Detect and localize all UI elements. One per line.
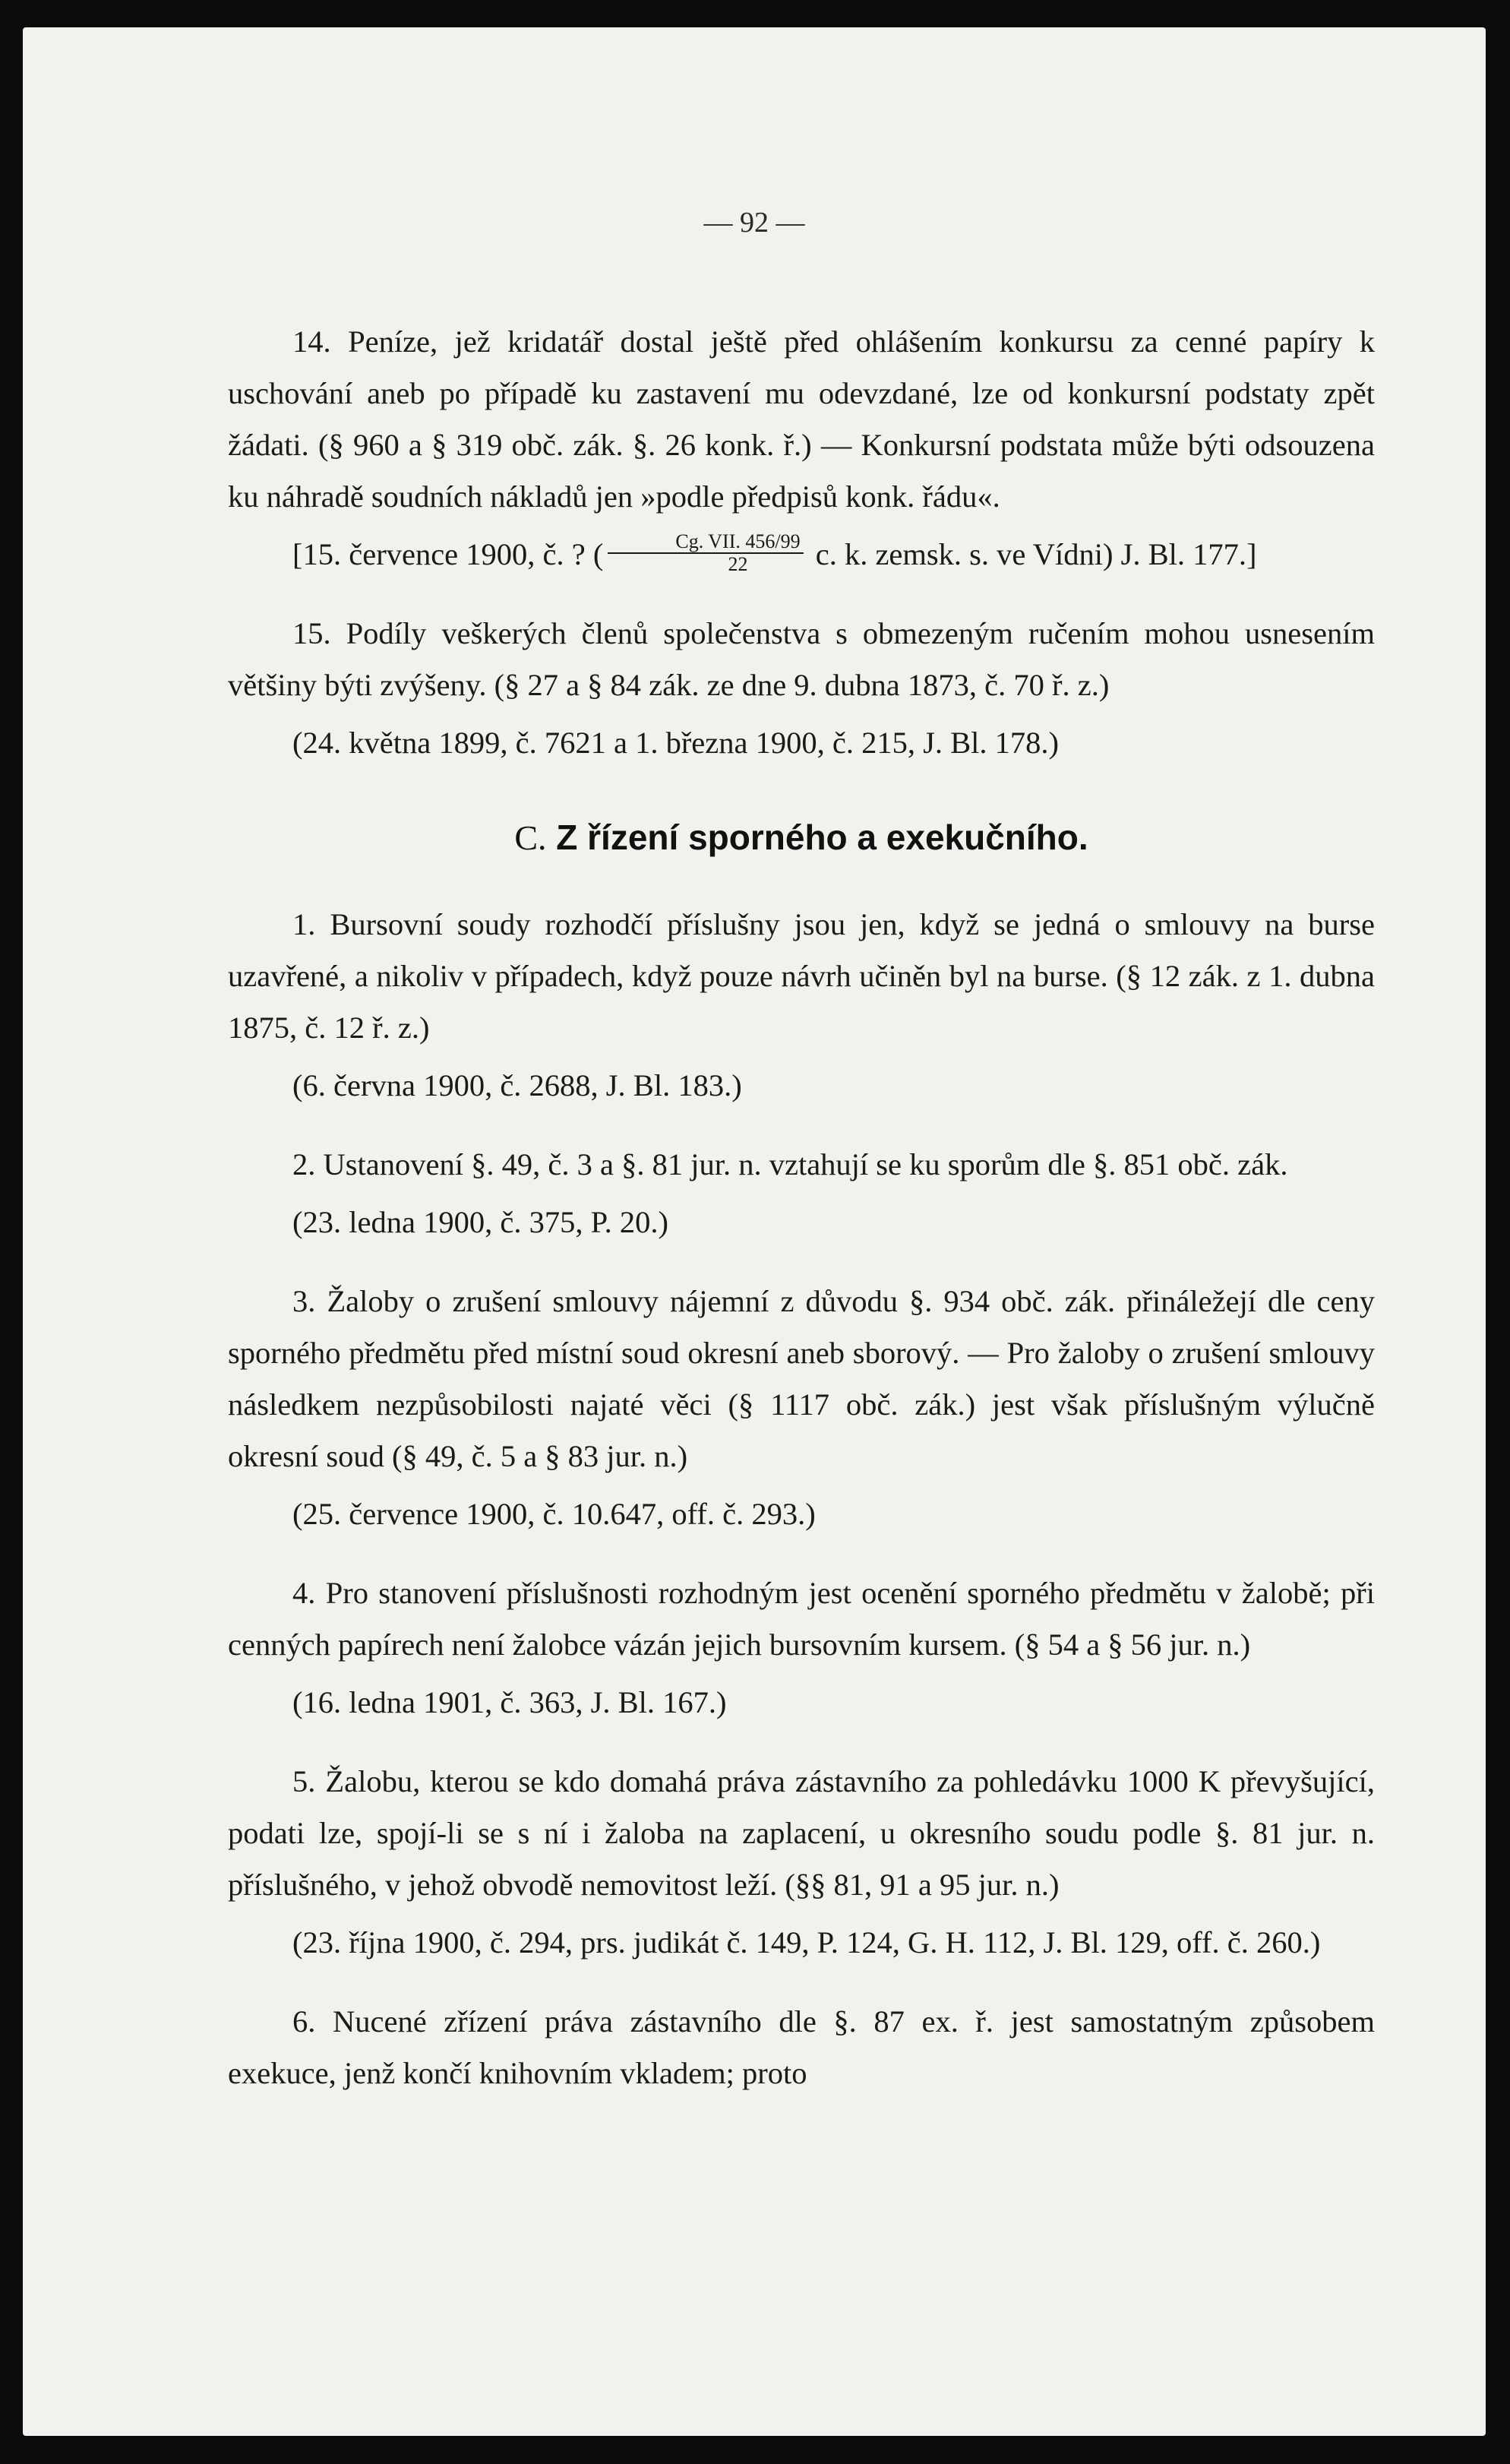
section-entry-2 xyxy=(228,1139,1375,1248)
section-entry-6 xyxy=(228,1996,1375,2099)
section-heading-prefix: C. xyxy=(514,818,547,857)
section-entry-1-citation: (6. června 1900, č. 2688, J. Bl. 183.) xyxy=(292,1068,742,1102)
entry-14 xyxy=(228,316,1375,580)
section-entry-1-text: 1. Bursovní soudy rozhodčí příslušny jsou jen, když se jedná o smlouvy na burse uzavřené, a nikoliv v případech, když pouze návrh učiněn byl na burse. (§ 12 zák. z 1. dubna 1875, č. 12 ř. z.) xyxy=(228,907,1375,1045)
entry-15-text: 15. Podíly veškerých členů společenstva s obmezeným ručením mohou usnesením většiny býti zvýšeny. (§ 27 a § 84 zák. ze dne 9. dubna 1873, č. 70 ř. z.) xyxy=(228,616,1375,702)
section-heading-title: Z řízení sporného a exekučního. xyxy=(556,818,1088,857)
section-entry-3 xyxy=(228,1276,1375,1540)
section-entry-4-text: 4. Pro stanovení příslušnosti rozhodným jest ocenění sporného předmětu v žalobě; při cenných papírech není žalobce vázán jejich bursovním kursem. (§ 54 a § 56 jur. n.) xyxy=(228,1576,1375,1662)
section-entry-3-citation: (25. července 1900, č. 10.647, off. č. 293.) xyxy=(292,1497,816,1531)
section-entry-2-citation: (23. ledna 1900, č. 375, P. 20.) xyxy=(292,1205,668,1239)
section-entry-4 xyxy=(228,1567,1375,1729)
entry-15 xyxy=(228,608,1375,769)
case-number-fraction xyxy=(608,531,803,575)
section-heading xyxy=(228,814,1375,861)
fraction-numerator: Cg. VII. 456/99 xyxy=(608,531,803,554)
entry-14-citation xyxy=(228,529,1375,580)
page-number: — 92 — xyxy=(703,207,805,239)
section-entry-5-citation: (23. října 1900, č. 294, prs. judikát č. 149, P. 124, G. H. 112, J. Bl. 129, off. č. 260.) xyxy=(292,1925,1321,1959)
entry-14-text: 14. Peníze, jež kridatář dostal ještě před ohlášením konkursu za cenné papíry k uschování aneb po případě ku zastavení mu odevzdané, lze od konkursní podstaty zpět žádati. (§ 960 a § 319 obč. zák. §. 26 konk. ř.) — Konkursní podstata může býti odsouzena ku náhradě soudních nákladů jen »podle předpisů konk. řádu«. xyxy=(228,324,1375,514)
citation-end: c. k. zemsk. s. ve Vídni) J. Bl. 177.] xyxy=(807,537,1257,571)
document-page xyxy=(23,27,1486,2436)
fraction-denominator: 22 xyxy=(728,552,748,575)
section-entry-5 xyxy=(228,1756,1375,1969)
entry-15-citation: (24. května 1899, č. 7621 a 1. března 1900, č. 215, J. Bl. 178.) xyxy=(292,726,1059,760)
citation-start: [15. července 1900, č. ? ( xyxy=(292,537,604,571)
section-entry-2-text: 2. Ustanovení §. 49, č. 3 a §. 81 jur. n. vztahují se ku sporům dle §. 851 obč. zák. xyxy=(292,1147,1288,1181)
section-entry-4-citation: (16. ledna 1901, č. 363, J. Bl. 167.) xyxy=(292,1685,727,1719)
section-entry-5-text: 5. Žalobu, kterou se kdo domahá práva zástavního za pohledávku 1000 K převyšující, podati lze, spojí-li se s ní i žaloba na zaplacení, u okresního soudu podle §. 81 jur. n. příslušného, v jehož obvodě nemovitost leží. (§§ 81, 91 a 95 jur. n.) xyxy=(228,1764,1375,1902)
section-entry-1 xyxy=(228,899,1375,1112)
section-entry-6-text: 6. Nucené zřízení práva zástavního dle §. 87 ex. ř. jest samostatným způsobem exekuce, jenž končí knihovním vkladem; proto xyxy=(228,2004,1375,2090)
page-content xyxy=(228,316,1375,2127)
section-entry-3-text: 3. Žaloby o zrušení smlouvy nájemní z důvodu §. 934 obč. zák. přináležejí dle ceny sporného předmětu před místní soud okresní aneb sborový. — Pro žaloby o zrušení smlouvy následkem nezpůsobilosti najaté věci (§ 1117 obč. zák.) jest však příslušným výlučně okresní soud (§ 49, č. 5 a § 83 jur. n.) xyxy=(228,1284,1375,1473)
